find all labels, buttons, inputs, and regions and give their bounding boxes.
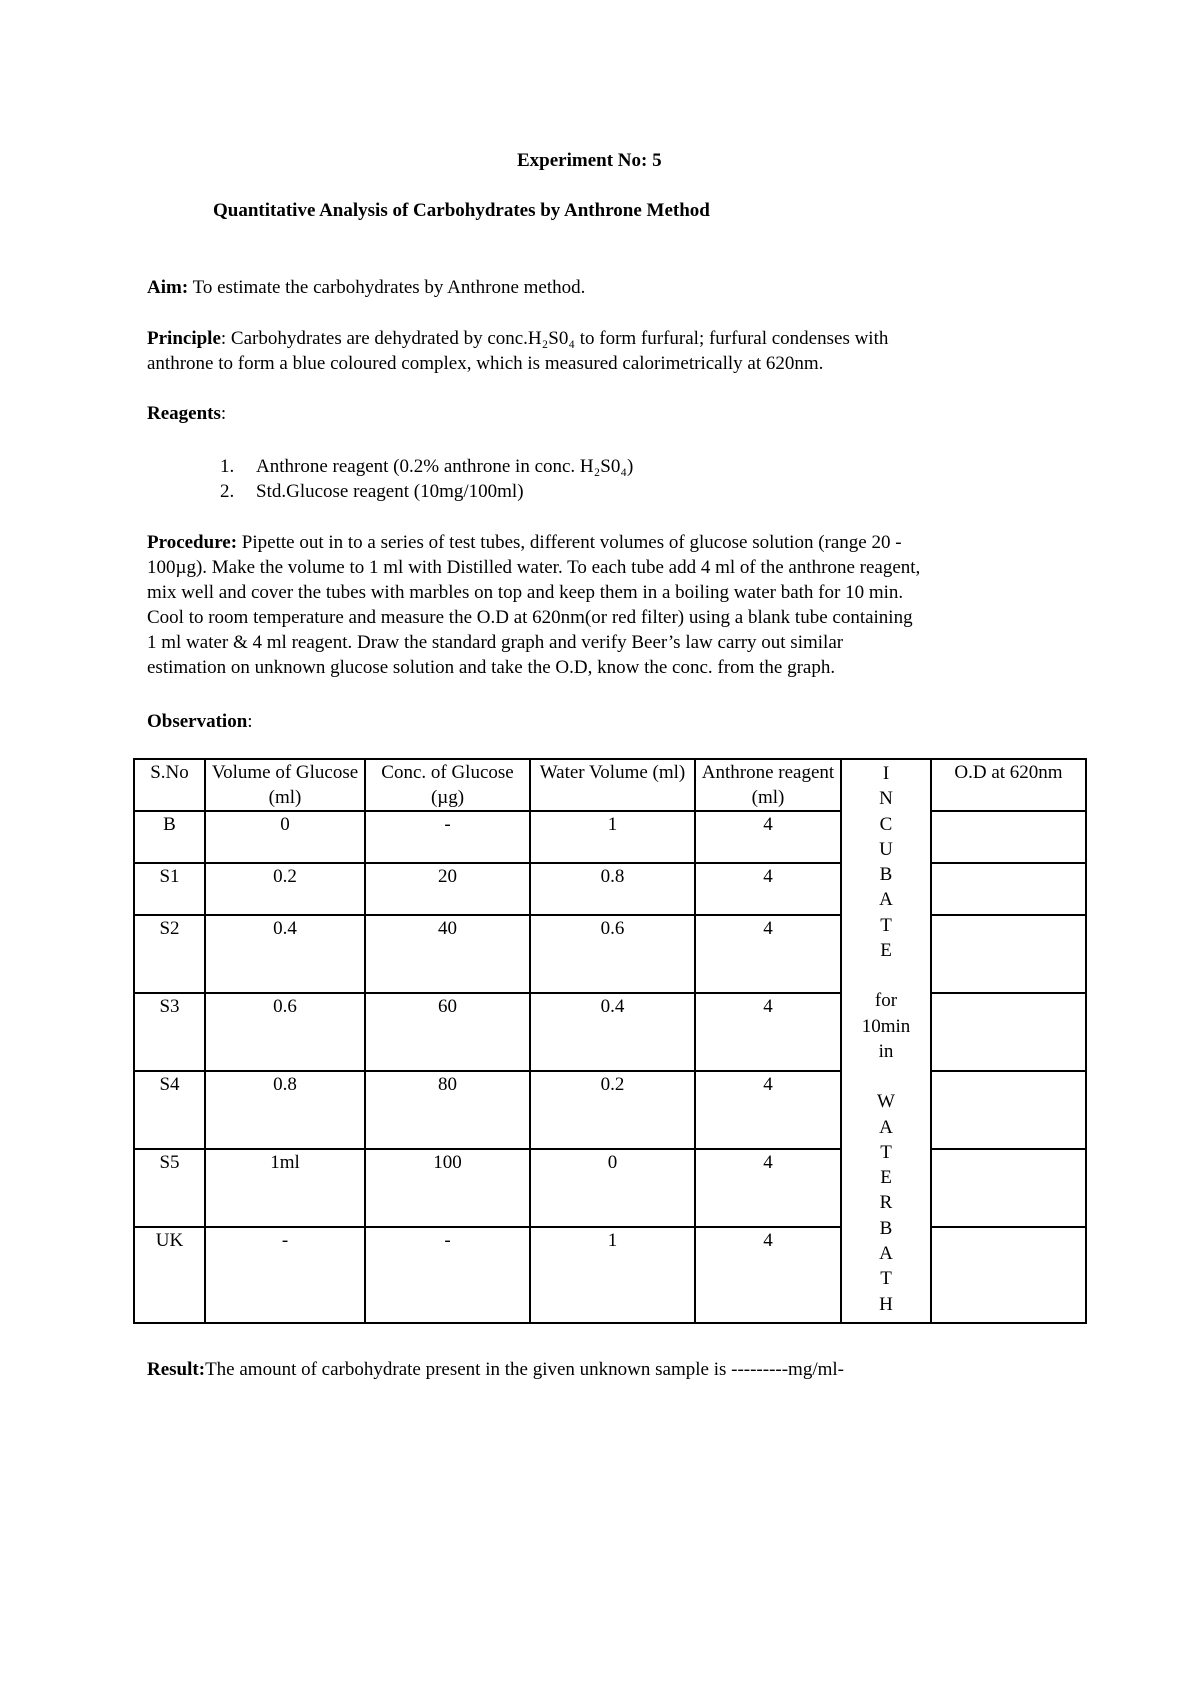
reagent-item xyxy=(220,479,524,504)
incubate-letter: E xyxy=(880,940,892,962)
table-cell: 0.4 xyxy=(530,993,695,1071)
table-cell: 4 xyxy=(695,1071,841,1149)
reagent-item xyxy=(220,454,633,479)
table-cell: S5 xyxy=(134,1149,205,1227)
reagent-text: Anthrone reagent (0.2% anthrone in conc. H₂S0₄) xyxy=(256,456,634,477)
table-cell: 0.2 xyxy=(205,863,365,915)
incubate-letter: B xyxy=(879,864,893,886)
table-cell: S4 xyxy=(134,1071,205,1149)
procedure-section xyxy=(147,530,1067,680)
header-cell: Water Volume (ml) xyxy=(530,759,695,811)
header-cell: O.D at 620nm xyxy=(931,759,1086,811)
reagent-number: 1. xyxy=(220,456,235,477)
incubate-letter: U xyxy=(879,838,893,860)
incubate-letter: E xyxy=(880,1167,892,1189)
reagents-label: Reagents xyxy=(147,403,221,424)
header-cell: Anthrone reagent (ml) xyxy=(695,759,841,811)
principle-section xyxy=(147,326,1067,376)
aim-text: To estimate the carbohydrates by Anthrone method. xyxy=(188,277,586,298)
incubate-letter: A xyxy=(879,1243,893,1265)
incubate-gap xyxy=(846,963,926,988)
od-cell xyxy=(931,993,1086,1071)
table-row xyxy=(134,1071,1086,1149)
incubate-letter: for xyxy=(874,990,898,1012)
reagent-number: 2. xyxy=(220,481,235,502)
od-cell xyxy=(931,863,1086,915)
table-cell: 4 xyxy=(695,993,841,1071)
aim-label: Aim: xyxy=(147,277,189,298)
table-row xyxy=(134,811,1086,863)
table-cell: 4 xyxy=(695,1149,841,1227)
incubate-column xyxy=(841,759,931,1323)
table-row xyxy=(134,1149,1086,1227)
aim-section xyxy=(147,275,1067,300)
incubate-gap xyxy=(846,1064,926,1089)
procedure-label: Procedure: xyxy=(147,532,238,553)
incubate-letter: in xyxy=(878,1040,894,1062)
result-section xyxy=(147,1357,1147,1382)
table-cell: 0.6 xyxy=(530,915,695,993)
table-header-row xyxy=(134,759,1086,811)
incubate-letter: T xyxy=(880,1268,892,1290)
page-title: Quantitative Analysis of Carbohydrates by Anthrone Method xyxy=(213,200,710,221)
table-row xyxy=(134,993,1086,1071)
table-cell: 20 xyxy=(365,863,530,915)
table-cell: 0.8 xyxy=(205,1071,365,1149)
table-cell: 0.4 xyxy=(205,915,365,993)
procedure-line: mix well and cover the tubes with marbles on top and keep them in a boiling water bath for 10 min. xyxy=(147,582,904,603)
header-cell: S.No xyxy=(134,759,205,811)
reagent-text: Std.Glucose reagent (10mg/100ml) xyxy=(256,481,524,502)
reagents-colon: : xyxy=(220,403,227,424)
result-label: Result: xyxy=(147,1359,206,1380)
od-cell xyxy=(931,1227,1086,1323)
od-cell xyxy=(931,1071,1086,1149)
table-cell: 80 xyxy=(365,1071,530,1149)
incubate-letter: B xyxy=(879,1217,893,1239)
incubate-letter: A xyxy=(879,1116,893,1138)
od-cell xyxy=(931,1149,1086,1227)
principle-label: Principle xyxy=(147,328,221,349)
table-cell: S3 xyxy=(134,993,205,1071)
procedure-line: estimation on unknown glucose solution and take the O.D, know the conc. from the graph. xyxy=(147,657,836,678)
table-cell: 40 xyxy=(365,915,530,993)
principle-line-2: anthrone to form a blue coloured complex, which is measured calorimetrically at 620nm. xyxy=(147,353,824,374)
table-cell: 4 xyxy=(695,863,841,915)
table-cell: S2 xyxy=(134,915,205,993)
table-cell: 0 xyxy=(205,811,365,863)
incubate-letter: A xyxy=(879,889,893,911)
table-cell: 4 xyxy=(695,1227,841,1323)
principle-line-1: : Carbohydrates are dehydrated by conc.H₂S0₄ to form furfural; furfural condenses with xyxy=(220,328,889,349)
observation-table xyxy=(133,758,1087,1324)
experiment-number: Experiment No: 5 xyxy=(517,150,662,171)
table-cell: - xyxy=(365,1227,530,1323)
table-cell: S1 xyxy=(134,863,205,915)
table-cell: 0.8 xyxy=(530,863,695,915)
table-cell: 1 xyxy=(530,811,695,863)
incubate-letter: T xyxy=(880,914,892,936)
observation-colon: : xyxy=(247,711,253,732)
od-cell xyxy=(931,915,1086,993)
table-cell: UK xyxy=(134,1227,205,1323)
observation-label: Observation xyxy=(147,711,248,732)
table-cell: 4 xyxy=(695,811,841,863)
procedure-line: 1 ml water & 4 ml reagent. Draw the standard graph and verify Beer’s law carry out similar xyxy=(147,632,844,653)
table-cell: 100 xyxy=(365,1149,530,1227)
incubate-letter: I xyxy=(882,763,890,784)
procedure-line: 100µg). Make the volume to 1 ml with Distilled water. To each tube add 4 ml of the anthrone reagent, xyxy=(147,557,921,578)
procedure-line: Pipette out in to a series of test tubes, different volumes of glucose solution (range 20 - xyxy=(237,532,902,553)
incubate-letter: C xyxy=(879,813,893,835)
incubate-letter: N xyxy=(879,788,893,810)
table-cell: 0.6 xyxy=(205,993,365,1071)
table-row xyxy=(134,1227,1086,1323)
incubate-letter: H xyxy=(879,1293,893,1315)
table-cell: B xyxy=(134,811,205,863)
table-cell: - xyxy=(205,1227,365,1323)
table-cell: 1 xyxy=(530,1227,695,1323)
table-row xyxy=(134,863,1086,915)
incubate-letter: T xyxy=(880,1141,892,1163)
table-row xyxy=(134,915,1086,993)
header-cell: Conc. of Glucose (µg) xyxy=(365,759,530,811)
procedure-line: Cool to room temperature and measure the O.D at 620nm(or red filter) using a blank tube containing xyxy=(147,607,913,628)
incubate-letter: W xyxy=(877,1091,895,1113)
table-cell: 0.2 xyxy=(530,1071,695,1149)
result-text: The amount of carbohydrate present in the given unknown sample is ---------mg/ml- xyxy=(205,1359,845,1380)
incubate-letter: R xyxy=(879,1192,893,1214)
table-cell: 0 xyxy=(530,1149,695,1227)
header-cell: Volume of Glucose (ml) xyxy=(205,759,365,811)
table-cell: 4 xyxy=(695,915,841,993)
table-cell: 60 xyxy=(365,993,530,1071)
reagents-heading xyxy=(147,401,1067,426)
incubate-letter: 10min xyxy=(861,1015,911,1037)
table-cell: 1ml xyxy=(205,1149,365,1227)
od-cell xyxy=(931,811,1086,863)
observation-heading xyxy=(147,709,1067,734)
table-cell: - xyxy=(365,811,530,863)
